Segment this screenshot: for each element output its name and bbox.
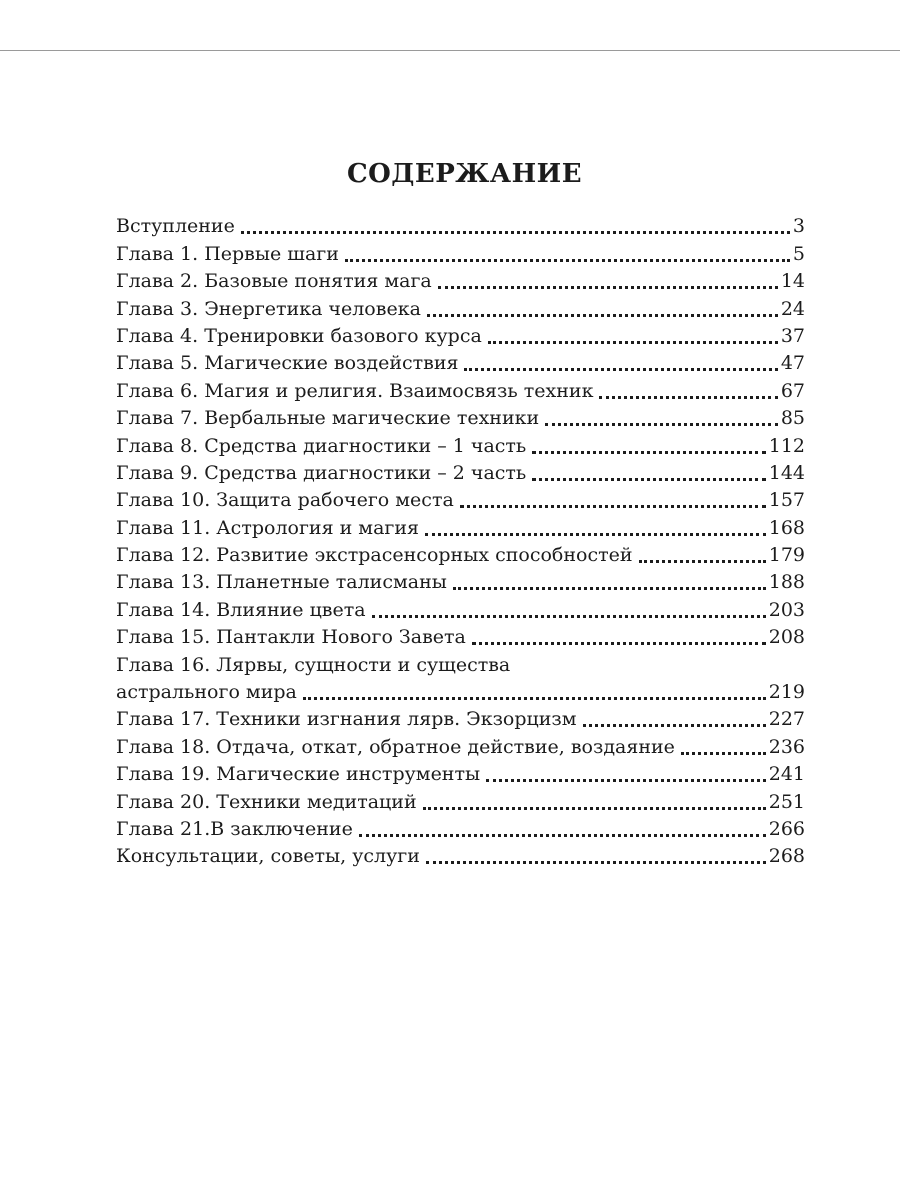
toc-entry-title: Глава 18. Отдача, откат, обратное действие, воздаяние: [116, 735, 675, 758]
toc-entry-title-continuation: астрального мира: [116, 681, 297, 704]
toc-entry-title: Глава 16. Лярвы, сущности и существа: [116, 653, 511, 676]
toc-entry[interactable]: [116, 457, 805, 484]
toc-page-number: 236: [768, 735, 805, 758]
dot-leader: [372, 615, 766, 618]
toc-entry-line: [116, 429, 805, 456]
toc-entry-title: Глава 10. Защита рабочего места: [116, 489, 454, 512]
toc-entry-line: [116, 593, 805, 620]
dot-leader: [532, 478, 765, 481]
dot-leader: [545, 423, 778, 426]
dot-leader: [303, 697, 766, 700]
dot-leader: [427, 314, 778, 317]
dot-leader: [423, 807, 766, 810]
dot-leader: [453, 587, 766, 590]
toc-entry-title: Глава 20. Техники медитаций: [116, 790, 417, 813]
toc-entry-line: [116, 621, 805, 648]
toc-page-number: 188: [768, 571, 805, 594]
dot-leader: [345, 259, 790, 262]
dot-leader: [464, 368, 777, 371]
toc-page-number: 112: [768, 434, 805, 457]
toc-list: [116, 210, 805, 867]
toc-entry-title: Глава 12. Развитие экстрасенсорных способностей: [116, 544, 633, 567]
toc-entry[interactable]: [116, 347, 805, 374]
toc-entry[interactable]: [116, 429, 805, 456]
toc-entry[interactable]: [116, 566, 805, 593]
toc-entry-title: Глава 13. Планетные талисманы: [116, 571, 447, 594]
toc-entry-line: [116, 758, 805, 785]
toc-entry-title: Глава 17. Техники изгнания лярв. Экзорцизм: [116, 708, 577, 731]
dot-leader: [426, 861, 766, 864]
toc-page-number: 266: [768, 817, 805, 840]
toc-entry[interactable]: [116, 539, 805, 566]
dot-leader: [472, 642, 766, 645]
toc-entry[interactable]: [116, 648, 805, 703]
toc-entry-title: Глава 8. Средства диагностики – 1 часть: [116, 434, 527, 457]
top-divider: [0, 50, 900, 51]
toc-entry-line: [116, 840, 805, 867]
toc-entry-line: [116, 730, 805, 757]
dot-leader: [460, 505, 766, 508]
dot-leader: [681, 752, 766, 755]
toc-entry-line: [116, 457, 805, 484]
dot-leader: [486, 779, 766, 782]
toc-entry-line: [116, 566, 805, 593]
toc-entry[interactable]: [116, 402, 805, 429]
toc-entry-line: [116, 374, 805, 401]
dot-leader: [359, 834, 766, 837]
toc-entry-title: Глава 21.В заключение: [116, 817, 353, 840]
toc-entry-title: Глава 19. Магические инструменты: [116, 763, 481, 786]
dot-leader: [488, 341, 778, 344]
toc-page-number: 168: [768, 516, 805, 539]
toc-entry-line: [116, 320, 805, 347]
toc-entry-line: [116, 703, 805, 730]
toc-entry[interactable]: [116, 511, 805, 538]
toc-entry-title: Глава 11. Астрология и магия: [116, 516, 420, 539]
page-title: СОДЕРЖАНИЕ: [346, 159, 583, 189]
toc-entry-title: Глава 15. Пантакли Нового Завета: [116, 626, 466, 649]
dot-leader: [438, 286, 778, 289]
toc-page-number: 144: [768, 461, 805, 484]
toc-entry-title: Консультации, советы, услуги: [116, 845, 420, 868]
toc-page-number: 37: [780, 324, 805, 347]
toc-entry-title: Глава 6. Магия и религия. Взаимосвязь техник: [116, 379, 594, 402]
toc-entry-title: Глава 7. Вербальные магические техники: [116, 407, 540, 430]
toc-entry-line: [116, 484, 805, 511]
toc-entry[interactable]: [116, 210, 805, 237]
toc-entry-line: [116, 347, 805, 374]
toc-entry[interactable]: [116, 730, 805, 757]
dot-leader: [425, 533, 766, 536]
toc-entry-title: Глава 5. Магические воздействия: [116, 352, 459, 375]
toc-entry[interactable]: [116, 320, 805, 347]
toc-entry[interactable]: [116, 265, 805, 292]
toc-page-number: 3: [792, 215, 805, 238]
toc-page-number: 203: [768, 598, 805, 621]
toc-entry[interactable]: [116, 484, 805, 511]
toc-entry[interactable]: [116, 621, 805, 648]
toc-entry[interactable]: [116, 374, 805, 401]
toc-entry-line: [116, 237, 805, 264]
toc-entry-title-line: [116, 648, 805, 675]
toc-entry[interactable]: [116, 292, 805, 319]
toc-entry-title: Глава 4. Тренировки базового курса: [116, 324, 482, 347]
toc-entry-line: [116, 265, 805, 292]
toc-entry-line: [116, 511, 805, 538]
toc-page-number: 268: [768, 845, 805, 868]
dot-leader: [532, 451, 765, 454]
dot-leader: [599, 396, 777, 399]
toc-entry-line: [116, 785, 805, 812]
toc-entry[interactable]: [116, 758, 805, 785]
toc-entry[interactable]: [116, 593, 805, 620]
toc-page-number: 219: [768, 681, 805, 704]
toc-entry-title: Глава 1. Первые шаги: [116, 242, 339, 265]
toc-entry-line: [116, 292, 805, 319]
toc-page-number: 179: [768, 544, 805, 567]
toc-entry-line: [116, 402, 805, 429]
toc-entry-title: Глава 3. Энергетика человека: [116, 297, 421, 320]
toc-entry-line: [116, 539, 805, 566]
toc-page-number: 241: [768, 763, 805, 786]
toc-page-number: 157: [768, 489, 805, 512]
toc-entry[interactable]: [116, 237, 805, 264]
toc-entry-line: [116, 210, 805, 237]
toc-entry-line: [116, 676, 805, 703]
dot-leader: [639, 560, 766, 563]
toc-entry-title: Глава 9. Средства диагностики – 2 часть: [116, 461, 527, 484]
toc-entry-title: Вступление: [116, 215, 235, 238]
toc-page-number: 85: [780, 407, 805, 430]
toc-entry[interactable]: [116, 840, 805, 867]
dot-leader: [583, 724, 766, 727]
dot-leader: [241, 231, 790, 234]
toc-entry-title: Глава 14. Влияние цвета: [116, 598, 366, 621]
toc-entry[interactable]: [116, 785, 805, 812]
toc-entry[interactable]: [116, 813, 805, 840]
toc-entry-title: Глава 2. Базовые понятия мага: [116, 270, 432, 293]
toc-page-number: 227: [768, 708, 805, 731]
toc-page-number: 251: [768, 790, 805, 813]
toc-entry[interactable]: [116, 703, 805, 730]
toc-page-number: 47: [780, 352, 805, 375]
toc-page-number: 208: [768, 626, 805, 649]
toc-page-number: 24: [780, 297, 805, 320]
toc-page-number: 67: [780, 379, 805, 402]
toc-page-number: 5: [792, 242, 805, 265]
table-of-contents: [116, 150, 805, 867]
toc-page-number: 14: [780, 270, 805, 293]
toc-entry-line: [116, 813, 805, 840]
